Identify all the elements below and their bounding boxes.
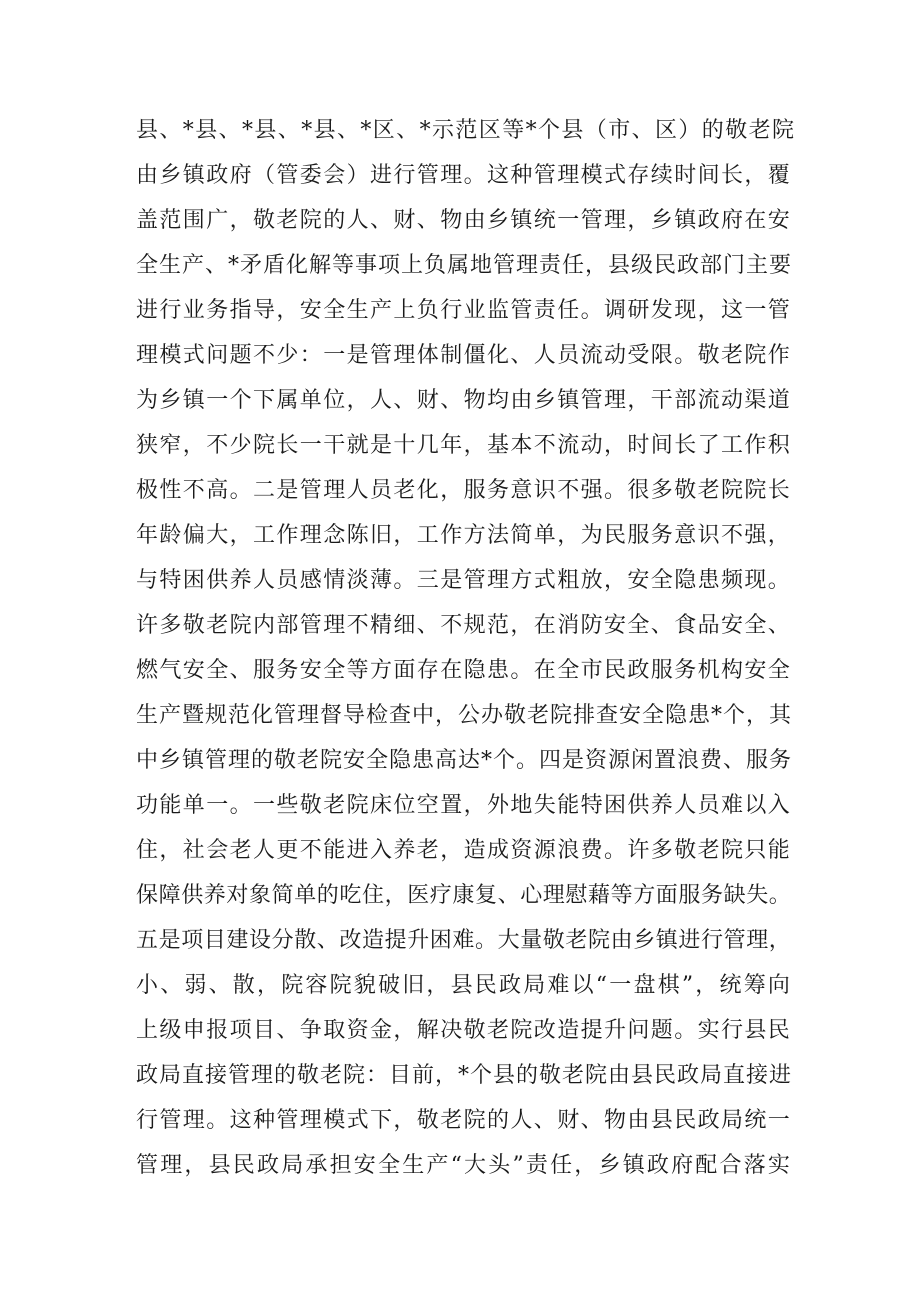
text-line: 生产暨规范化管理督导检查中，公办敬老院排查安全隐患*个，其 [136, 703, 793, 728]
text-line: 盖范围广，敬老院的人、财、物由乡镇统一管理，乡镇政府在安 [136, 208, 792, 233]
text-line: 功能单一。一些敬老院床位空置，外地失能特困供养人员难以入 [136, 793, 792, 818]
text-line: 中乡镇管理的敬老院安全隐患高达*个。四是资源闲置浪费、服务 [136, 748, 793, 773]
text-line: 狭窄，不少院长一干就是十几年，基本不流动，时间长了工作积 [136, 433, 792, 458]
text-line: 小、弱、散，院容院貌破旧，县民政局难以“一盘棋”，统筹向 [136, 973, 793, 998]
body-text [136, 108, 796, 1188]
text-line: 进行业务指导，安全生产上负行业监管责任。调研发现，这一管 [136, 298, 792, 323]
text-line: 年龄偏大，工作理念陈旧，工作方法简单，为民服务意识不强， [136, 523, 792, 548]
text-line: 保障供养对象简单的吃住，医疗康复、心理慰藉等方面服务缺失。 [136, 883, 792, 908]
text-line: 为乡镇一个下属单位，人、财、物均由乡镇管理，干部流动渠道 [136, 388, 792, 413]
text-line: 行管理。这种管理模式下，敬老院的人、财、物由县民政局统一 [136, 1108, 792, 1133]
text-line: 许多敬老院内部管理不精细、不规范，在消防安全、食品安全、 [136, 613, 792, 638]
text-line: 燃气安全、服务安全等方面存在隐患。在全市民政服务机构安全 [136, 658, 792, 683]
text-line: 管理，县民政局承担安全生产“大头”责任，乡镇政府配合落实 [136, 1153, 793, 1178]
text-line: 县、*县、*县、*县、*区、*示范区等*个县（市、区）的敬老院 [136, 118, 796, 143]
text-line: 极性不高。二是管理人员老化，服务意识不强。很多敬老院院长 [136, 478, 792, 503]
text-line: 上级申报项目、争取资金，解决敬老院改造提升问题。实行县民 [136, 1018, 792, 1043]
text-line: 五是项目建设分散、改造提升困难。大量敬老院由乡镇进行管理， [136, 928, 792, 953]
text-line: 政局直接管理的敬老院：目前，*个县的敬老院由县民政局直接进 [136, 1063, 793, 1088]
text-line: 理模式问题不少：一是管理体制僵化、人员流动受限。敬老院作 [136, 343, 792, 368]
text-line: 住，社会老人更不能进入养老，造成资源浪费。许多敬老院只能 [136, 838, 792, 863]
text-line: 由乡镇政府（管委会）进行管理。这种管理模式存续时间长，覆 [136, 163, 792, 188]
text-line: 与特困供养人员感情淡薄。三是管理方式粗放，安全隐患频现。 [136, 568, 792, 593]
text-line: 全生产、*矛盾化解等事项上负属地管理责任，县级民政部门主要 [136, 253, 793, 278]
